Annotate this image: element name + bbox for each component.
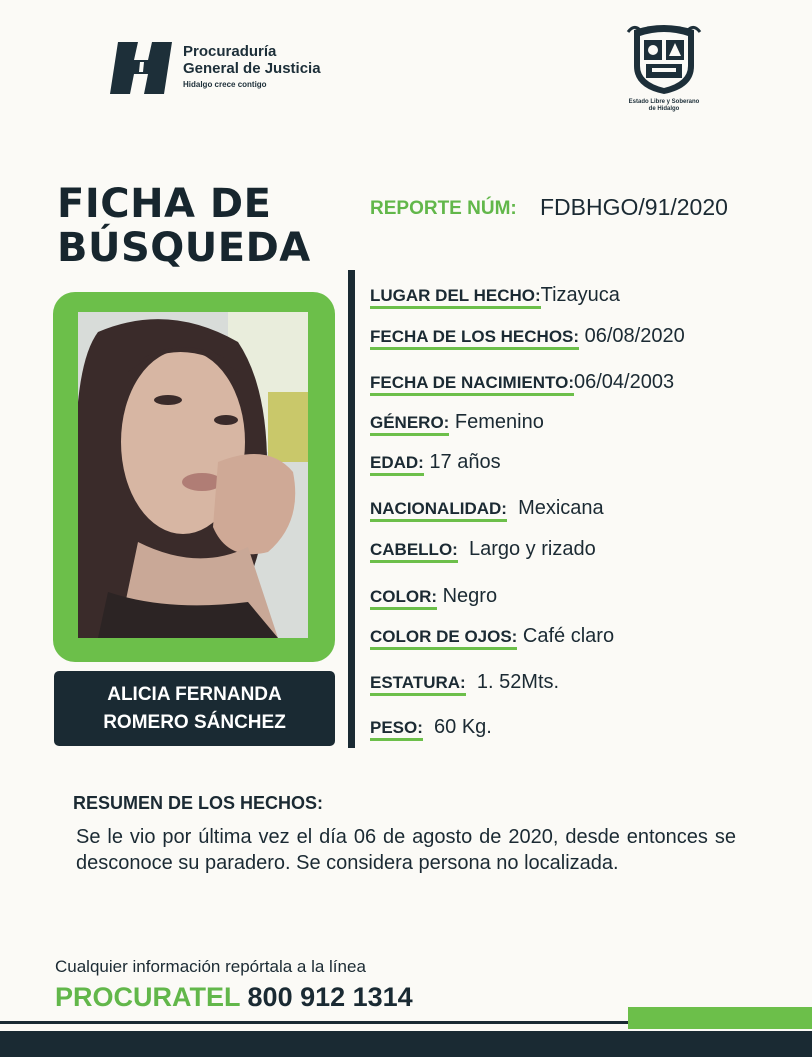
hotline-phone: 800 912 1314 bbox=[247, 982, 413, 1012]
field-fecha-nacimiento bbox=[370, 371, 674, 394]
person-name-line1: ALICIA FERNANDA bbox=[107, 684, 282, 705]
field-fecha-hechos bbox=[370, 325, 685, 348]
field-lugar bbox=[370, 284, 620, 307]
summary-text: Se le vio por última vez el día 06 de agosto de 2020, desde entonces se desconoce su paradero. Se considera persona no localizada. bbox=[76, 826, 736, 874]
field-value: Femenino bbox=[454, 411, 544, 433]
field-value: Café claro bbox=[522, 625, 615, 647]
field-value: Negro bbox=[442, 585, 498, 607]
footer-navy-stripe bbox=[0, 1031, 812, 1057]
field-value: 06/04/2003 bbox=[574, 371, 675, 393]
missing-person-photo bbox=[78, 312, 308, 638]
field-color bbox=[370, 585, 497, 608]
summary-title: RESUMEN DE LOS HECHOS: bbox=[73, 793, 324, 813]
page-title bbox=[57, 182, 311, 270]
field-estatura bbox=[370, 671, 559, 694]
footer-green-stripe bbox=[628, 1007, 812, 1029]
procuraduria-logo-text bbox=[183, 44, 321, 89]
field-label: COLOR: bbox=[370, 587, 437, 610]
report-number: FDBHGO/91/2020 bbox=[540, 194, 728, 220]
field-label: GÉNERO: bbox=[370, 413, 449, 436]
report-label: REPORTE NÚM: bbox=[370, 198, 517, 219]
field-value: Largo y rizado bbox=[468, 538, 596, 560]
seal-caption bbox=[606, 99, 722, 113]
contact-line: Cualquier información repórtala a la línea bbox=[55, 957, 366, 976]
person-name-line2: ROMERO SÁNCHEZ bbox=[103, 712, 286, 733]
hotline-name: PROCURATEL bbox=[55, 982, 241, 1012]
field-genero bbox=[370, 411, 544, 434]
field-value: Mexicana bbox=[518, 497, 604, 519]
title-line2: BÚSQUEDA bbox=[57, 225, 311, 271]
field-label: PESO: bbox=[370, 718, 423, 741]
field-cabello bbox=[370, 538, 596, 561]
logo-line2: General de Justicia bbox=[183, 60, 321, 77]
person-name-box bbox=[54, 671, 335, 746]
vertical-divider bbox=[348, 270, 355, 748]
logo-line3: Hidalgo crece contigo bbox=[183, 80, 267, 89]
field-nacionalidad bbox=[370, 497, 604, 520]
field-label: EDAD: bbox=[370, 453, 424, 476]
seal-caption-line2: de Hidalgo bbox=[648, 106, 680, 113]
field-value: 06/08/2020 bbox=[584, 325, 685, 347]
field-value: 60 Kg. bbox=[434, 716, 492, 738]
title-line1: FICHA DE bbox=[57, 181, 272, 227]
seal-caption-line1: Estado Libre y Soberano bbox=[628, 99, 700, 105]
field-edad bbox=[370, 451, 501, 474]
logo-line1: Procuraduría bbox=[183, 43, 277, 60]
field-value: 1. 52Mts. bbox=[476, 671, 560, 693]
procuratel-hotline bbox=[55, 982, 413, 1013]
field-label: FECHA DE NACIMIENTO: bbox=[370, 373, 574, 396]
field-label: FECHA DE LOS HECHOS: bbox=[370, 327, 579, 350]
field-value: 17 años bbox=[429, 451, 501, 473]
hidalgo-seal-icon bbox=[624, 22, 704, 96]
footer-thin-stripe bbox=[0, 1021, 628, 1024]
field-color-ojos bbox=[370, 625, 614, 648]
field-label: ESTATURA: bbox=[370, 673, 466, 696]
field-label: CABELLO: bbox=[370, 540, 458, 563]
field-peso bbox=[370, 716, 492, 739]
procuraduria-logo-icon bbox=[110, 42, 172, 94]
field-label: LUGAR DEL HECHO: bbox=[370, 286, 541, 309]
field-label: COLOR DE OJOS: bbox=[370, 627, 517, 650]
field-value: Tizayuca bbox=[540, 284, 620, 306]
field-label: NACIONALIDAD: bbox=[370, 499, 507, 522]
